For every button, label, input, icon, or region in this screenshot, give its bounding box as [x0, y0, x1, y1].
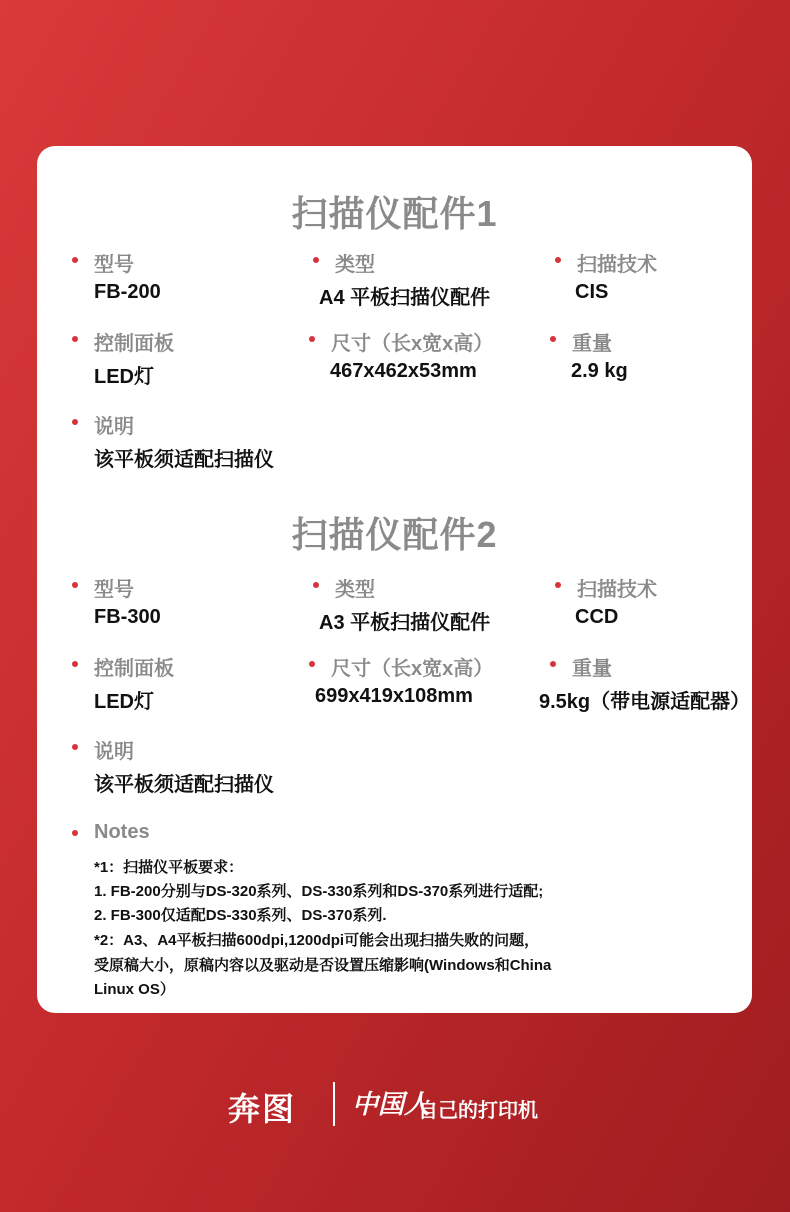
bullet-icon — [555, 582, 561, 588]
spec-label: 类型 — [335, 254, 375, 276]
bullet-icon — [313, 257, 319, 263]
spec-value: 2.9 kg — [571, 360, 628, 382]
bullet-icon — [550, 336, 556, 342]
brand-logo: 奔图 — [228, 1091, 297, 1127]
bullet-icon — [313, 582, 319, 588]
bullet-icon — [72, 257, 78, 263]
bullet-icon — [72, 830, 78, 836]
spec-value: LED灯 — [94, 366, 154, 388]
spec-value: A4 平板扫描仪配件 — [319, 287, 491, 309]
bullet-icon — [72, 419, 78, 425]
spec-label: 扫描技术 — [577, 254, 657, 276]
spec-value: A3 平板扫描仪配件 — [319, 612, 491, 634]
bullet-icon — [72, 582, 78, 588]
note-line: *2：A3、A4平板扫描600dpi,1200dpi可能会出现扫描失败的问题， — [94, 932, 540, 949]
spec-label: 说明 — [94, 416, 134, 438]
section-title: 扫描仪配件1 — [291, 193, 498, 234]
section-title: 扫描仪配件2 — [291, 514, 498, 555]
bullet-icon — [72, 336, 78, 342]
spec-card — [37, 146, 752, 1013]
spec-value: 467x462x53mm — [330, 360, 477, 382]
bullet-icon — [309, 336, 315, 342]
slogan-text: 自己的打印机 — [418, 1100, 538, 1122]
spec-value: 该平板须适配扫描仪 — [94, 774, 274, 796]
bullet-icon — [555, 257, 561, 263]
spec-value: 9.5kg（带电源适配器） — [539, 691, 751, 713]
spec-label: 尺寸（长x宽x高） — [331, 333, 494, 355]
spec-label: 尺寸（长x宽x高） — [331, 658, 494, 680]
bullet-icon — [72, 661, 78, 667]
spec-label: 控制面板 — [94, 658, 174, 680]
bullet-icon — [309, 661, 315, 667]
spec-label: 重量 — [572, 658, 612, 680]
spec-value: 699x419x108mm — [315, 685, 473, 707]
note-line: 受原稿大小，原稿内容以及驱动是否设置压缩影响(Windows和China — [94, 957, 552, 974]
spec-label: 扫描技术 — [577, 579, 657, 601]
bullet-icon — [72, 744, 78, 750]
spec-label: 类型 — [335, 579, 375, 601]
bullet-icon — [550, 661, 556, 667]
spec-label: 控制面板 — [94, 333, 174, 355]
spec-label: 说明 — [94, 741, 134, 763]
spec-value: FB-200 — [94, 281, 161, 303]
note-line: Linux OS） — [94, 981, 175, 998]
spec-value: FB-300 — [94, 606, 161, 628]
spec-value: CIS — [575, 281, 609, 303]
slogan-logo: 中国人 — [352, 1090, 431, 1120]
spec-value: 该平板须适配扫描仪 — [94, 449, 274, 471]
spec-value: CCD — [575, 606, 619, 628]
spec-value: LED灯 — [94, 691, 154, 713]
footer — [0, 1080, 790, 1130]
spec-label: 重量 — [572, 333, 612, 355]
note-line: 2. FB-300仅适配DS-330系列、DS-370系列. — [94, 907, 387, 924]
note-line: 1. FB-200分别与DS-320系列、DS-330系列和DS-370系列进行适配; — [94, 883, 544, 900]
note-line: *1：扫描仪平板要求： — [94, 859, 244, 876]
spec-label: 型号 — [94, 579, 134, 601]
footer-divider — [333, 1082, 335, 1126]
spec-label: 型号 — [94, 254, 134, 276]
notes-label: Notes — [94, 821, 150, 843]
